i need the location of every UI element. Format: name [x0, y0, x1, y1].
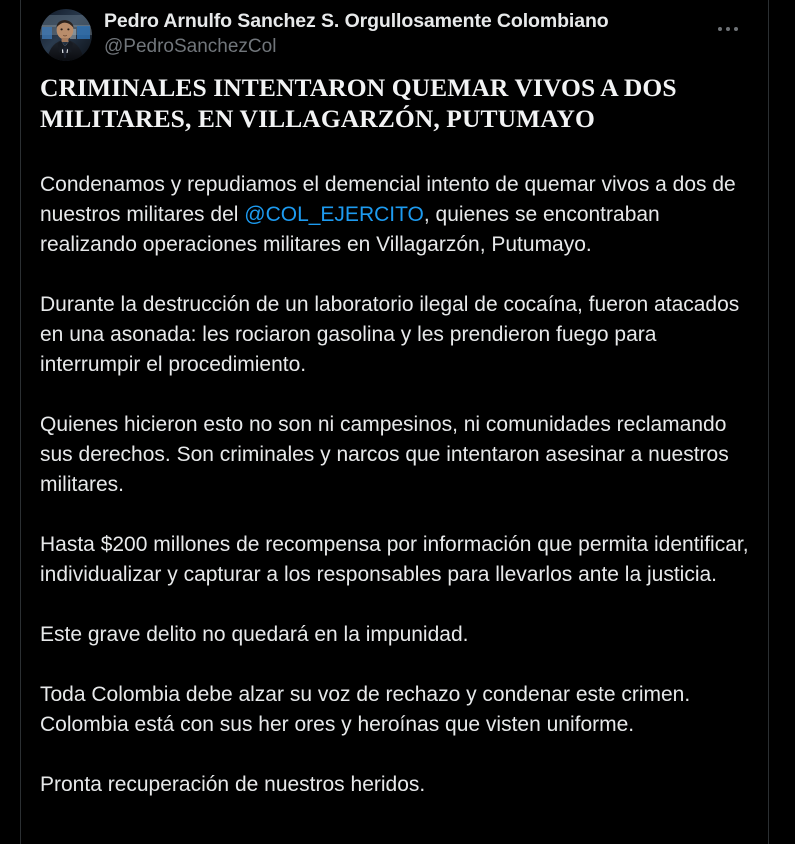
- dot-3: [734, 27, 738, 31]
- avatar[interactable]: [40, 9, 92, 61]
- tweet-card: [20, 0, 769, 844]
- dot-2: [726, 27, 730, 31]
- author-display-name[interactable]: Pedro Arnulfo Sanchez S. Orgullosamente Colombiano: [104, 10, 609, 32]
- tweet-paragraph-3: Quienes hicieron esto no son ni campesinos, ni comunidades reclamando sus derechos. Son criminales y narcos que intentaron asesinar a nuestros militares.: [40, 413, 729, 496]
- tweet-paragraph-5: Este grave delito no quedará en la impunidad.: [40, 623, 469, 646]
- more-options-icon[interactable]: [711, 12, 745, 46]
- paragraph-1-text-before: Condenamos y repudiamos el demencial intento de quemar vivos a dos de nuestros militares del: [40, 173, 736, 226]
- spacer: [40, 650, 749, 680]
- spacer: [40, 590, 749, 620]
- paragraph-1-text-after: , quienes se encontraban realizando operaciones militares en Villagarzón, Putumayo.: [40, 203, 660, 256]
- spacer: [40, 140, 749, 170]
- tweet-text-body: [40, 64, 749, 800]
- author-identity: [104, 8, 711, 59]
- tweet-paragraph-7: Pronta recuperación de nuestros heridos.: [40, 773, 426, 796]
- tweet-paragraph-1: [40, 170, 749, 260]
- tweet-headline: CRIMINALES INTENTARON QUEMAR VIVOS A DOS MILITARES, EN VILLAGARZÓN, PUTUMAYO: [40, 73, 677, 133]
- spacer: [40, 500, 749, 530]
- tweet-paragraph-6: Toda Colombia debe alzar su voz de rechazo y condenar este crimen. Colombia está con sus her ores y heroínas que visten uniforme.: [40, 683, 691, 736]
- tweet-header: [40, 0, 749, 64]
- spacer: [40, 380, 749, 410]
- author-handle[interactable]: @PedroSanchezCol: [104, 36, 277, 57]
- avatar-image: [40, 9, 92, 61]
- tweet-paragraph-4: Hasta $200 millones de recompensa por información que permita identificar, individualizar y capturar a los responsables para llevarlos ante la justicia.: [40, 533, 749, 586]
- dot-1: [718, 27, 722, 31]
- spacer: [40, 260, 749, 290]
- mention-link-col-ejercito[interactable]: @COL_EJERCITO: [244, 203, 424, 226]
- spacer: [40, 740, 749, 770]
- tweet-paragraph-2: Durante la destrucción de un laboratorio ilegal de cocaína, fueron atacados en una asonada: les rociaron gasolina y les prendieron fuego para interrumpir el procedimiento.: [40, 293, 740, 376]
